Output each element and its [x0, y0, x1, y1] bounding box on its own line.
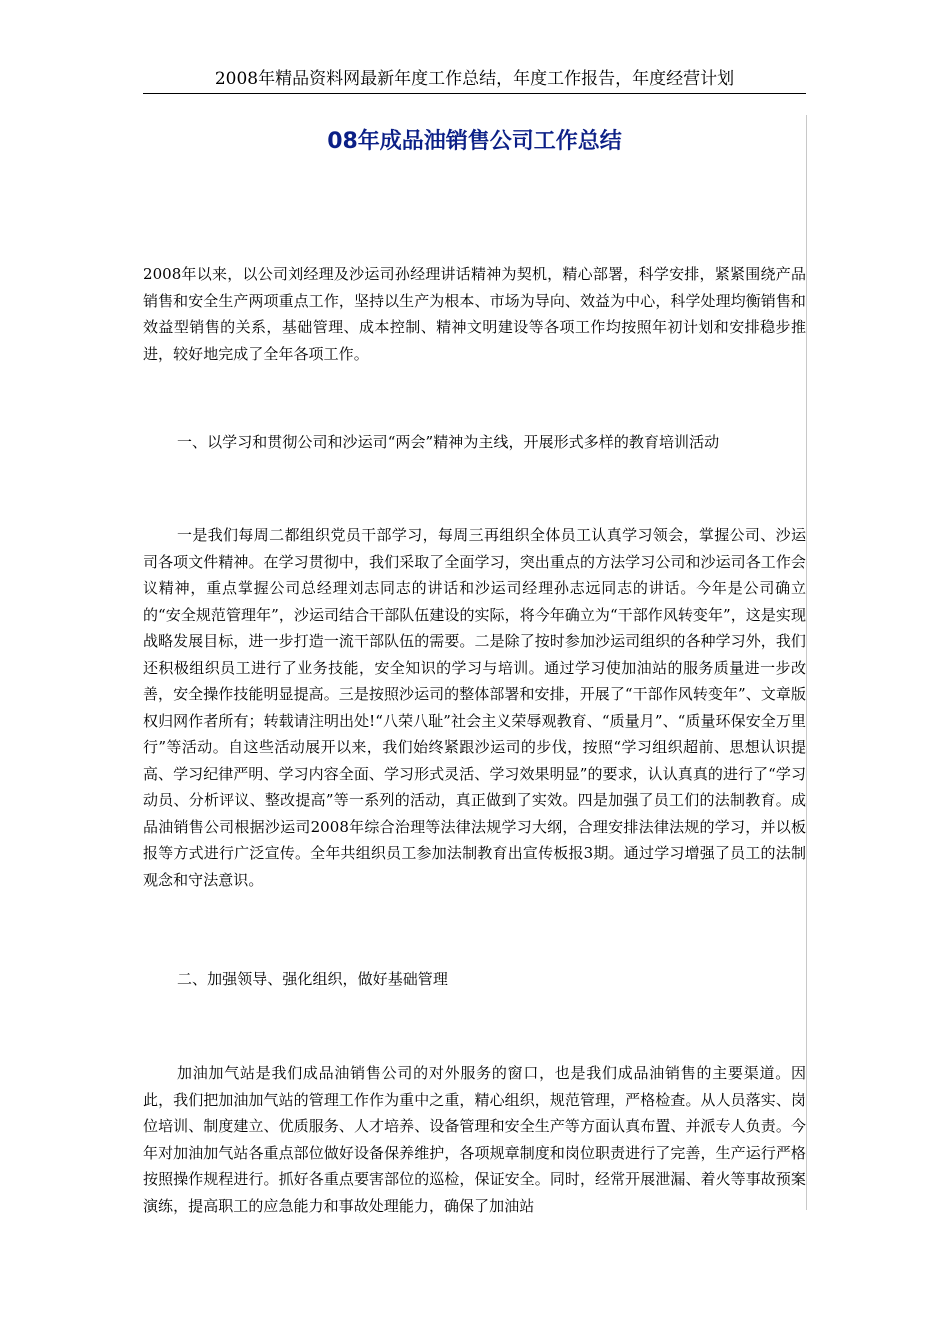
intro-paragraph: 2008年以来，以公司刘经理及沙运司孙经理讲话精神为契机，精心部署，科学安排，紧紧围绕产品销售和安全生产两项重点工作，坚持以生产为根本、市场为导向、效益为中心，科学处理均衡销售和效益型销售的关系，基础管理、成本控制、精神文明建设等各项工作均按照年初计划和安排稳步推进，较好地完成了全年各项工作。: [143, 265, 806, 363]
header-divider: [143, 93, 806, 94]
section-1-heading: 一、以学习和贯彻公司和沙运司“两会”精神为主线，开展形式多样的教育培训活动: [177, 433, 720, 451]
margin-line: [806, 115, 807, 1210]
section-2-paragraph: 加油加气站是我们成品油销售公司的对外服务的窗口，也是我们成品油销售的主要渠道。因此，我们把加油加气站的管理工作作为重中之重，精心组织，规范管理，严格检查。从人员落实、岗位培训、制度建立、优质服务、人才培养、设备管理和安全生产等方面认真布置、并派专人负责。今年对加油加气站各重点部位做好设备保养维护，各项规章制度和岗位职责进行了完善，生产运行严格按照操作规程进行。抓好各重点要害部位的巡检，保证安全。同时，经常开展泄漏、着火等事故预案演练，提高职工的应急能力和事故处理能力，确保了加油站: [143, 1064, 806, 1215]
document-title: 08年成品油销售公司工作总结: [327, 129, 622, 154]
section-2-heading: 二、加强领导、强化组织，做好基础管理: [177, 970, 448, 988]
section-1-paragraph: 一是我们每周二都组织党员干部学习，每周三再组织全体员工认真学习领会，掌握公司、沙运司各项文件精神。在学习贯彻中，我们采取了全面学习，突出重点的方法学习公司和沙运司各工作会议精神，重点掌握公司总经理刘志同志的讲话和沙运司经理孙志远同志的讲话。今年是公司确立的“安全规范管理年”，沙运司结合干部队伍建设的实际，将今年确立为“干部作风转变年”，这是实现战略发展目标，进一步打造一流干部队伍的需要。二是除了按时参加沙运司组织的各种学习外，我们还积极组织员工进行了业务技能，安全知识的学习与培训。通过学习使加油站的服务质量进一步改善，安全操作技能明显提高。三是按照沙运司的整体部署和安排，开展了“干部作风转变年”、文章版权归网作者所有；转载请注明出处!“八荣八耻”社会主义荣辱观教育、“质量月”、“质量环保安全万里行”等活动。自这些活动展开以来，我们始终紧跟沙运司的步伐，按照“学习组织超前、思想认识提高、学习纪律严明、学习内容全面、学习形式灵活、学习效果明显”的要求，认认真真的进行了“学习动员、分析评议、整改提高”等一系列的活动，真正做到了实效。四是加强了员工们的法制教育。成品油销售公司根据沙运司2008年综合治理等法律法规学习大纲，合理安排法律法规的学习，并以板报等方式进行广泛宣传。全年共组织员工参加法制教育出宣传板报3期。通过学习增强了员工的法制观念和守法意识。: [143, 526, 806, 889]
page-header: 2008年精品资料网最新年度工作总结，年度工作报告，年度经营计划: [214, 69, 735, 89]
